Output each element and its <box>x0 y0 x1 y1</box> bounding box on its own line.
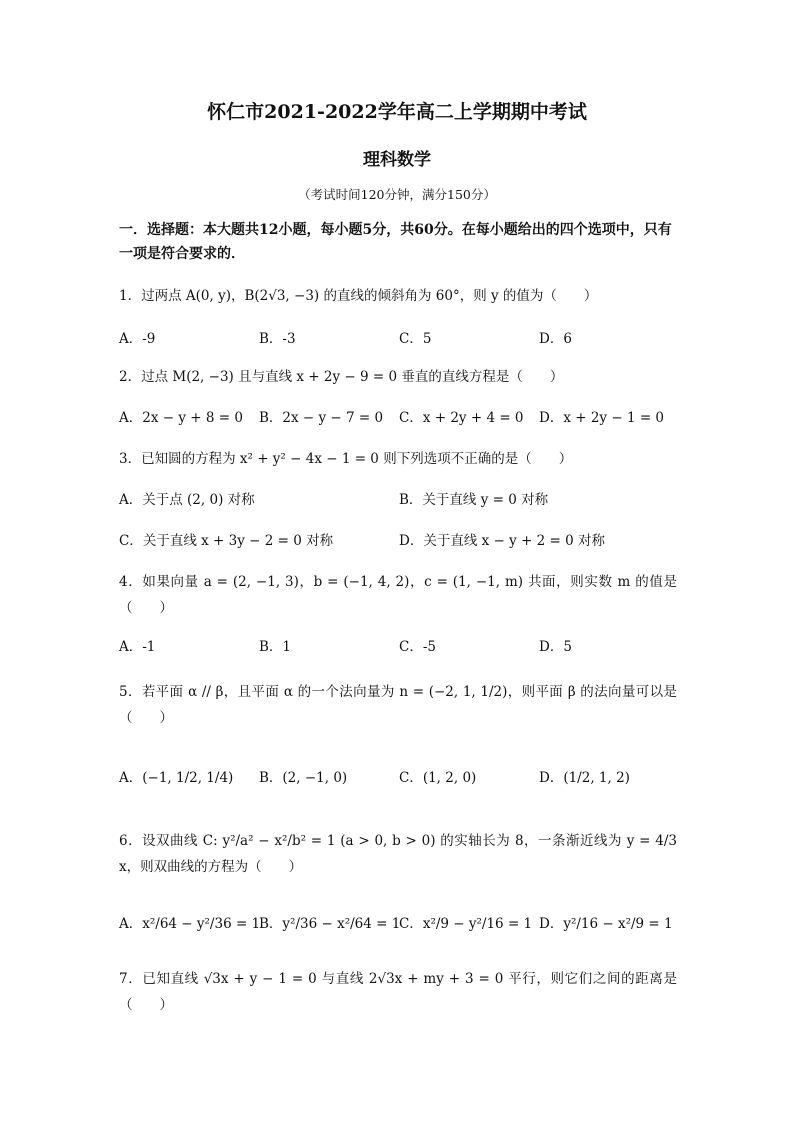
q2-option-c: C．x + 2y + 4 = 0 <box>399 410 524 426</box>
q4-option-c: C．-5 <box>399 639 436 655</box>
exam-subject: 理科数学 <box>363 150 431 170</box>
question-3-stem: 3．已知圆的方程为 x² + y² − 4x − 1 = 0 则下列选项不正确的是（ ） <box>119 451 573 467</box>
q6-option-a: A．x²/64 − y²/36 = 1 <box>119 916 261 932</box>
q3-option-d: D．关于直线 x − y + 2 = 0 对称 <box>399 533 606 549</box>
q3-option-b: B．关于直线 y = 0 对称 <box>399 492 549 508</box>
question-5-stem: 5．若平面 α // β，且平面 α 的一个法向量为 n = (−2, 1, 1/2)，则平面 β 的法向量可以是（ ） <box>119 684 677 726</box>
q5-option-d: D．(1/2, 1, 2) <box>539 770 630 786</box>
question-6-stem: 6．设双曲线 C: y²/a² − x²/b² = 1 (a > 0, b > 0) 的实轴长为 8，一条渐近线为 y = 4/3 x，则双曲线的方程为（ ） <box>119 833 677 875</box>
exam-title: 怀仁市2021-2022学年高二上学期期中考试 <box>207 101 587 123</box>
question-7-stem: 7．已知直线 √3x + y − 1 = 0 与直线 2√3x + my + 3 = 0 平行，则它们之间的距离是（ ） <box>119 971 677 1013</box>
q2-option-b: B．2x − y − 7 = 0 <box>259 410 384 426</box>
q1-option-b: B．-3 <box>259 331 296 347</box>
q4-option-a: A．-1 <box>119 639 156 655</box>
question-4-stem: 4．如果向量 a = (2, −1, 3)，b = (−1, 4, 2)，c = (1, −1, m) 共面，则实数 m 的值是（ ） <box>119 574 677 616</box>
q6-option-b: B．y²/36 − x²/64 = 1 <box>259 916 401 932</box>
q5-option-a: A．(−1, 1/2, 1/4) <box>119 770 234 786</box>
q5-option-b: B．(2, −1, 0) <box>259 770 348 786</box>
question-2-stem: 2．过点 M(2, −3) 且与直线 x + 2y − 9 = 0 垂直的直线方程是（ ） <box>119 369 564 385</box>
q6-option-c: C．x²/9 − y²/16 = 1 <box>399 916 533 932</box>
q3-option-c: C．关于直线 x + 3y − 2 = 0 对称 <box>119 533 334 549</box>
q5-option-c: C．(1, 2, 0) <box>399 770 477 786</box>
q6-option-d: D．y²/16 − x²/9 = 1 <box>539 916 673 932</box>
section-heading: 一．选择题：本大题共12小题，每小题5分，共60分。在每小题给出的四个选项中，只有一项是符合要求的． <box>119 222 672 262</box>
q4-option-b: B．1 <box>259 639 292 655</box>
question-1-stem: 1．过两点 A(0, y)，B(2√3, −3) 的直线的倾斜角为 60°，则 y 的值为（ ） <box>119 288 598 304</box>
q2-option-a: A．2x − y + 8 = 0 <box>119 410 243 426</box>
q1-option-c: C．5 <box>399 331 432 347</box>
q4-option-d: D．5 <box>539 639 572 655</box>
q2-option-d: D．x + 2y − 1 = 0 <box>539 410 665 426</box>
q1-option-d: D．6 <box>539 331 572 347</box>
q3-option-a: A．关于点 (2, 0) 对称 <box>119 492 255 508</box>
q1-option-a: A．-9 <box>119 331 156 347</box>
exam-note: （考试时间120分钟，满分150分） <box>298 187 496 202</box>
